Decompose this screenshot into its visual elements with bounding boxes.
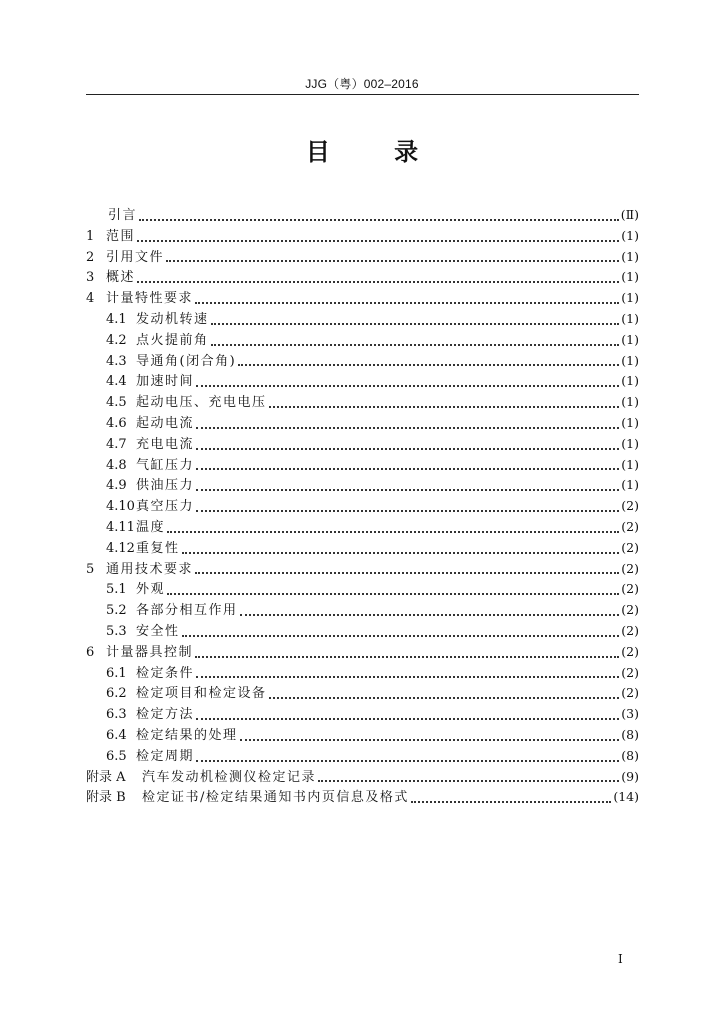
toc-dot-leader xyxy=(196,435,619,450)
toc-dot-leader xyxy=(195,289,619,304)
toc-entry xyxy=(86,787,639,808)
toc-entry xyxy=(86,621,639,642)
toc-entry xyxy=(86,309,639,330)
toc-dot-leader xyxy=(240,601,620,616)
toc-entry-label: 重复性 xyxy=(136,540,180,556)
toc-dot-leader xyxy=(211,310,620,325)
toc-entry-page: (8) xyxy=(621,726,639,742)
toc-entry-page: (2) xyxy=(621,518,639,534)
toc-entry-number: 4.3 xyxy=(106,353,127,369)
toc-entry xyxy=(86,371,639,392)
toc-entry-page: (2) xyxy=(621,560,639,576)
toc-dot-leader xyxy=(195,643,619,658)
toc-entry xyxy=(86,579,639,600)
toc-entry-number: 5 xyxy=(86,561,95,577)
toc-entry xyxy=(86,247,639,268)
toc-entry-page: (1) xyxy=(621,290,639,306)
toc-entry-label: 发动机转速 xyxy=(136,311,209,327)
toc-entry xyxy=(86,351,639,372)
toc-dot-leader xyxy=(167,580,619,595)
toc-entry-page: (2) xyxy=(621,602,639,618)
toc-entry-page: (2) xyxy=(621,498,639,514)
toc-entry-label: 范围 xyxy=(106,228,136,244)
toc-entry-number: 6 xyxy=(86,644,95,660)
toc-entry-number: 附录 B xyxy=(86,790,126,806)
toc-entry xyxy=(86,413,639,434)
toc-entry-number: 4.2 xyxy=(106,332,127,348)
toc-entry-number: 4.5 xyxy=(106,395,127,411)
toc-entry xyxy=(86,683,639,704)
toc-dot-leader xyxy=(195,559,619,574)
toc-entry xyxy=(86,559,639,580)
toc-entry-label: 计量特性要求 xyxy=(106,291,194,307)
toc-dot-leader xyxy=(196,497,619,512)
toc-entry-label: 供油压力 xyxy=(136,478,195,494)
toc-entry-page: (3) xyxy=(621,706,639,722)
toc-entry-page: (14) xyxy=(613,789,639,805)
toc-entry xyxy=(86,663,639,684)
toc-entry xyxy=(86,600,639,621)
toc-entry-page: (2) xyxy=(621,664,639,680)
toc-entry-label: 汽车发动机检测仪检定记录 xyxy=(142,769,317,785)
toc-entry xyxy=(86,725,639,746)
toc-dot-leader xyxy=(411,788,611,803)
toc-dot-leader xyxy=(269,393,620,408)
toc-entry-number: 1 xyxy=(86,228,95,244)
toc-entry-number: 5.1 xyxy=(106,582,127,598)
toc-entry-number: 6.2 xyxy=(106,686,127,702)
toc-entry-label: 检定证书/检定结果通知书内页信息及格式 xyxy=(142,790,409,806)
header-divider xyxy=(86,94,639,95)
toc-dot-leader xyxy=(196,705,619,720)
toc-entry-page: (2) xyxy=(621,539,639,555)
toc-dot-leader xyxy=(137,227,619,242)
toc-entry-page: (2) xyxy=(621,685,639,701)
toc-entry xyxy=(86,746,639,767)
toc-entry-label: 各部分相互作用 xyxy=(136,603,238,619)
toc-entry-number: 2 xyxy=(86,249,95,265)
toc-entry-page: (9) xyxy=(621,768,639,784)
toc-entry xyxy=(86,475,639,496)
toc-entry-page: (1) xyxy=(621,331,639,347)
toc-dot-leader xyxy=(137,268,619,283)
toc-entry-number: 6.3 xyxy=(106,707,127,723)
toc-dot-leader xyxy=(196,414,619,429)
toc-entry-label: 引言 xyxy=(108,208,138,223)
toc-dot-leader xyxy=(238,351,619,366)
toc-entry-label: 检定项目和检定设备 xyxy=(136,686,267,702)
toc-entry-page: (1) xyxy=(621,435,639,451)
toc-dot-leader xyxy=(139,206,619,221)
toc-entry-number: 5.2 xyxy=(106,603,127,619)
toc-dot-leader xyxy=(196,663,619,678)
toc-entry-label: 气缸压力 xyxy=(136,457,195,473)
toc-dot-leader xyxy=(196,476,619,491)
toc-entry-label: 安全性 xyxy=(136,623,180,639)
toc-entry-number: 附录 A xyxy=(86,769,126,785)
table-of-contents xyxy=(86,205,639,808)
toc-entry-number: 4.7 xyxy=(106,436,127,452)
toc-entry-page: (2) xyxy=(621,622,639,638)
toc-entry-number: 6.4 xyxy=(106,727,127,743)
toc-entry-number: 4.9 xyxy=(106,478,127,494)
toc-entry-page: (1) xyxy=(621,227,639,243)
toc-dot-leader xyxy=(182,539,620,554)
toc-entry-page: (1) xyxy=(621,373,639,389)
toc-entry-label: 计量器具控制 xyxy=(106,644,194,660)
toc-dot-leader xyxy=(269,684,620,699)
toc-dot-leader xyxy=(196,372,619,387)
toc-entry-number: 4.12 xyxy=(106,540,135,556)
toc-entry xyxy=(86,330,639,351)
toc-dot-leader xyxy=(166,247,619,262)
toc-entry-page: (1) xyxy=(621,269,639,285)
toc-entry-page: (8) xyxy=(621,747,639,763)
toc-entry xyxy=(86,642,639,663)
toc-entry xyxy=(86,205,639,226)
toc-entry-page: (1) xyxy=(621,456,639,472)
toc-entry-number: 4.10 xyxy=(106,499,135,515)
toc-entry-page: (1) xyxy=(621,394,639,410)
toc-entry-page: (1) xyxy=(621,477,639,493)
toc-entry-number: 3 xyxy=(86,270,95,286)
toc-entry xyxy=(86,767,639,788)
toc-entry-label: 起动电流 xyxy=(136,415,195,431)
toc-entry xyxy=(86,392,639,413)
toc-entry-label: 检定条件 xyxy=(136,665,195,681)
toc-entry-number: 4 xyxy=(86,291,95,307)
toc-entry xyxy=(86,704,639,725)
toc-entry-page: (1) xyxy=(621,310,639,326)
toc-entry-label: 外观 xyxy=(136,582,166,598)
toc-dot-leader xyxy=(167,518,619,533)
document-code-header: JJG（粤）002–2016 xyxy=(305,77,419,91)
toc-dot-leader xyxy=(196,747,619,762)
toc-entry-label: 真空压力 xyxy=(136,499,195,515)
toc-dot-leader xyxy=(240,726,620,741)
toc-entry-number: 5.3 xyxy=(106,623,127,639)
toc-entry-label: 检定方法 xyxy=(136,707,195,723)
toc-entry-label: 检定周期 xyxy=(136,748,195,764)
toc-entry-page: (1) xyxy=(621,352,639,368)
toc-entry-number: 6.1 xyxy=(106,665,127,681)
page-title: 目 录 xyxy=(305,138,447,166)
toc-entry-page: (1) xyxy=(621,414,639,430)
toc-entry-label: 引用文件 xyxy=(106,249,165,265)
toc-entry xyxy=(86,288,639,309)
toc-entry-label: 点火提前角 xyxy=(136,332,209,348)
toc-entry-label: 通用技术要求 xyxy=(106,561,194,577)
toc-entry-label: 温度 xyxy=(136,519,166,535)
toc-dot-leader xyxy=(182,622,620,637)
toc-entry xyxy=(86,267,639,288)
toc-entry-number: 4.6 xyxy=(106,415,127,431)
toc-dot-leader xyxy=(196,455,619,470)
toc-entry-label: 充电电流 xyxy=(136,436,195,452)
toc-entry-number: 4.11 xyxy=(106,519,135,535)
toc-entry xyxy=(86,226,639,247)
toc-entry-label: 加速时间 xyxy=(136,374,195,390)
toc-entry xyxy=(86,538,639,559)
toc-entry-page: (2) xyxy=(621,581,639,597)
toc-entry-label: 起动电压、充电电压 xyxy=(136,395,267,411)
toc-entry xyxy=(86,496,639,517)
toc-entry-label: 检定结果的处理 xyxy=(136,727,238,743)
toc-entry xyxy=(86,455,639,476)
toc-entry-page: (1) xyxy=(621,248,639,264)
toc-entry-number: 4.8 xyxy=(106,457,127,473)
page-number: Ⅰ xyxy=(618,952,623,966)
toc-entry xyxy=(86,434,639,455)
toc-entry-number: 4.4 xyxy=(106,374,127,390)
toc-entry-label: 导通角(闭合角) xyxy=(136,353,237,369)
toc-entry-label: 概述 xyxy=(106,270,136,286)
toc-entry xyxy=(86,517,639,538)
toc-entry-page: (Ⅱ) xyxy=(620,207,639,222)
toc-entry-number: 4.1 xyxy=(106,311,127,327)
toc-entry-page: (2) xyxy=(621,643,639,659)
toc-dot-leader xyxy=(318,767,619,782)
toc-dot-leader xyxy=(211,331,620,346)
toc-entry-number: 6.5 xyxy=(106,748,127,764)
